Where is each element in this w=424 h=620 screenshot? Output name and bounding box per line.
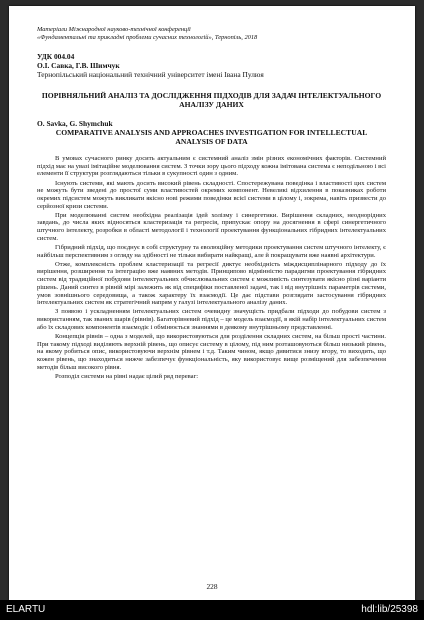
conference-header-line-1: Матеріали Міжнародної науково-технічної конференції	[37, 26, 191, 33]
paragraph: В умовах сучасного ринку досить актуальним є системний аналіз змін різних економічних факторів. Системний підхід має на увазі імітаційне моделювання систем. З точки зору цього підходу кожна імітована система є неподільною і всі елементи її структури розглядаються тільки в сукупності один з одним.	[37, 155, 386, 178]
authors-english: O. Savka, G. Shymchuk	[37, 119, 113, 128]
page-content	[37, 26, 386, 382]
paragraph: Концепція рівнів – одна з моделей, що використовуються для розділення складних систем, на більш прості частини. При такому підході виділяють верхній рівень, що описує систему в цілому, під ним розташовуються більш низький рівень, на якому робиться опис, використовуючи верхнім рівнем і т.д. Таким чином, якщо дивитися знизу вгору, то виходить, що кожен рівень, що знаходиться нижче забезпечує функціональність, яку використовує вище розміщений для забезпечення методів більш високого рівня.	[37, 332, 386, 371]
footer-bar	[0, 600, 424, 620]
paragraph: Отже, комплексність проблем кластеризації та регресії диктує необхідність міждисциплінарного підходу до їх вирішення, розширення та інтеграцію вже наявних методів. Принципово відмінністю парадигми проектування гібридних систем від традиційної побудови інтелектуальних обчислювальних систем є можливість синтезувати якісно різні варіанти рішень. Даний синтез в рівній мірі залежить як від специфіки поставленої задачі, так і від внутрішніх параметрів системи, умов зовнішнього середовища, а також характеру їх взаємодії. Це дає підстави розглядати застосування гібридних інтелектуальних систем як стратегічний напрям у галузі інтелектуального аналізу даних.	[37, 260, 386, 307]
udk-code: УДК 004.04	[37, 52, 75, 61]
title-ukrainian: ПОРІВНЯЛЬНИЙ АНАЛІЗ ТА ДОСЛІДЖЕННЯ ПІДХОДІВ ДЛЯ ЗАДАЧ ІНТЕЛЕКТУАЛЬНОГО АНАЛІЗУ ДАНИХ	[41, 91, 382, 109]
page-number: 228	[206, 582, 218, 591]
document-page	[9, 6, 415, 600]
authors-ukrainian: О.І. Савка, Г.В. Шимчук	[37, 61, 120, 70]
paragraph: Розподіл системи на рівні надає цілий ряд переваг:	[55, 372, 199, 380]
repository-name: ELARTU	[6, 604, 46, 615]
paragraph: З появою і ускладненням інтелектуальних систем очевидну значущість придбали підходи до побудови систем з використанням, так званих шарів (рівнів). Багаторівневий підхід – це модель взаємодії, в якій набір інтелектуальних систем або їх складових компонентів взаємодіє і обмінюється знаннями в деякому внутрішньому представленні.	[37, 308, 386, 331]
title-english: COMPARATIVE ANALYSIS AND APPROACHES INVESTIGATION FOR INTELLECTUAL ANALYSIS OF DATA	[55, 128, 368, 146]
body-text	[37, 155, 386, 380]
affiliation: Тернопільський національний технічний університет імені Івана Пулюя	[37, 70, 264, 79]
paragraph: Існують системи, які мають досить високий рівень складності. Спостережувана поведінка і властивості цих систем не можуть бути зведені до простої суми властивостей окремих компонент. Невеликі відхилення в показниках роботи окремих підсистем можуть викликати якісно нові режими поведінки всієї системи в цілому і, зокрема, навіть призвести до серйозної кризи системи.	[37, 179, 386, 210]
conference-header-line-2: «Фундаментальні та прикладні проблеми сучасних технологій», Тернопіль, 2018	[37, 34, 258, 41]
paragraph: Гібридний підхід, що поєднує в собі структурну та еволюційну методики проектування систем штучного інтелекту, є найбільш перспективним з огляду на здібності не тільки вибирати найкращі, але й покращувати вже наявні архітектури.	[37, 243, 386, 259]
paragraph: При моделюванні систем необхідна реалізація ідей холізму і синергетики. Вирішення складних, неоднорідних завдань, до числа яких відносяться кластеризація та регресія, припускає опору на досягнення в сфері синергетичного штучного інтелекту, розробки в області методології і технології проектування функціональних гібридних інтелектуальних систем.	[37, 211, 386, 242]
handle-id: hdl:lib/25398	[361, 604, 418, 615]
